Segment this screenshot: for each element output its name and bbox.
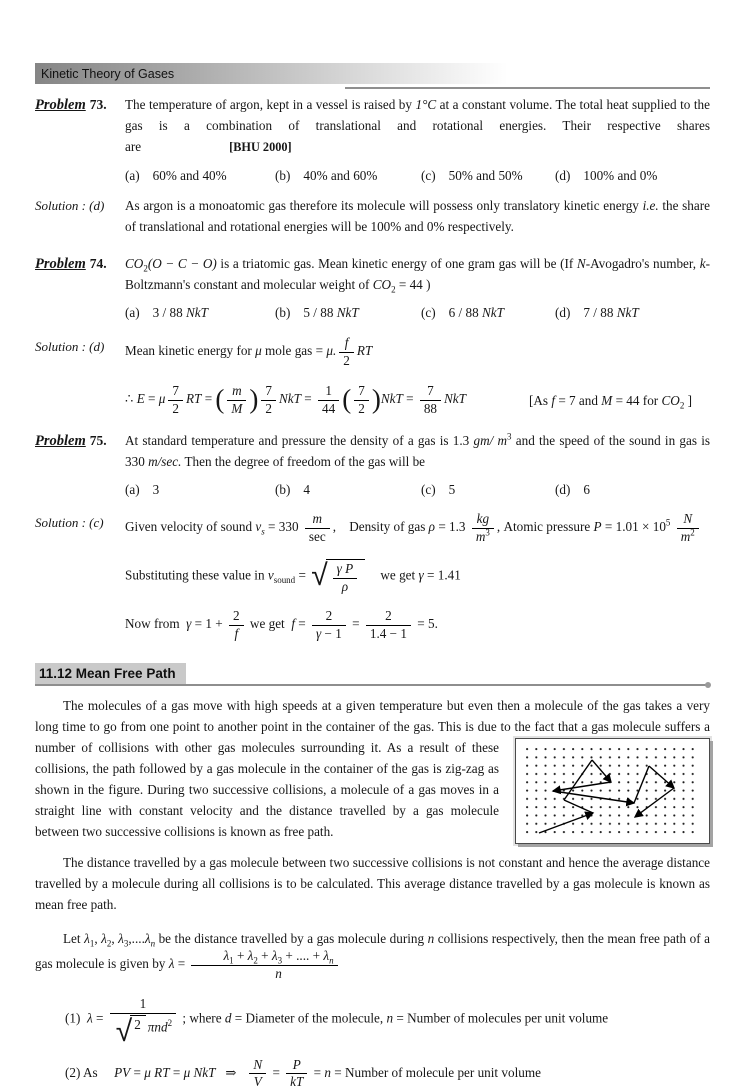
problem-word: Problem [35,97,86,113]
option-key: (b) [275,482,291,498]
option-text: 6 [583,482,590,498]
section-heading [35,663,710,686]
problem-73-solution: As argon is a monoatomic gas therefore its molecule will possess only translatory kinetic energy i.e. the share of translational and rotational energies will be 100% and 0% respectively. [125,198,710,234]
zigzag-molecular-path-figure [515,738,710,844]
option-text: 60% and 40% [152,168,227,183]
option-c [421,479,555,500]
option-key: (a) [125,305,140,320]
option-d [555,302,639,323]
option-key: (d) [555,168,571,183]
option-b [275,479,421,500]
paragraph-3: Let $\lambda_1$, $\lambda_2$, $\lambda_3,....\lambda_n$ be the distance travelled by a gas molecule during n collisions respectively, then the mean free path of a gas molecule is given by λ = $\frac{\lambda_1 + \lambda_2 + \lambda_3 + .... + \lambda_n}{n}$ [35,931,711,981]
problem-73-label [35,94,125,116]
option-text: 7 / 88 NkT [583,305,639,320]
option-text: 5 [448,482,456,498]
solution-label: Solution : (c) [35,515,104,531]
chapter-header-bar [35,63,710,84]
option-b [275,165,421,186]
solution-line: Mean kinetic energy for μ mole gas = μ. $\frac{f}{2}$ RT [125,335,373,368]
paragraph-text: The molecules of a gas move with high speeds at a given temperature but even then a molecule of the gas takes a very long time to go from one point to another point in the container of the gas. This is due to the fact that a gas molecule suffers a number [35,698,710,756]
option-text: 100% and 0% [583,168,658,183]
option-text: 3 [152,482,160,498]
definition-item-2: (2) As PV = μ RT = μ NkT ⇒ $\frac{N}{V}$ = $\frac{P}{kT}$ = n = Number of molecule per unit volume [65,1056,541,1090]
header-rule [345,87,710,89]
solution-line: Substituting these value in $v_{sound}$ = √ $\frac{\text{γ P}}{\rho}$ we get γ = 1.41 [125,558,461,594]
paragraph-1 [35,695,710,842]
section-rule-dot [705,682,711,688]
problem-number: 73. [89,97,107,112]
problem-74 [35,253,710,416]
solution-label: Solution : (d) [35,198,105,213]
option-key: (d) [555,482,571,498]
option-key: (d) [555,305,571,320]
option-key: (a) [125,168,140,183]
problem-74-options [125,302,710,323]
solution-equation-line [125,384,710,416]
option-d [555,165,657,186]
option-key: (c) [421,482,436,498]
option-c [421,302,555,323]
problem-75-question: At standard temperature and pressure the density of a gas is 1.3 gm/ $m^3$ and the speed of the sound in gas is 330 m/sec. Then the degree of freedom of the gas will be [125,431,711,470]
problem-word: Problem [35,433,86,450]
dot-grid [525,747,700,834]
problem-75 [35,430,710,641]
solution-line: Now from γ = 1 + $\frac{2}{f}$ we get f = $\frac{2}{\gamma - 1}$ = $\frac{2}{1.4 - 1}$ = 5. [125,608,438,641]
option-c [421,165,555,186]
option-d [555,479,590,500]
option-a [125,165,275,186]
problem-number: 75. [89,433,107,449]
option-key: (b) [275,168,291,183]
option-b [275,302,421,323]
section-mean-free-path [35,663,710,1090]
option-text: 6 / 88 NkT [448,305,504,320]
section-title: 11.12 Mean Free Path [35,663,186,684]
paragraph-2: The distance travelled by a gas molecule between two successive collisions is not constant and hence the average distance travelled by a molecule during all collisions is to be calculated. This average distance travelled by a gas molecule is known as mean free path. [35,855,710,913]
option-key: (a) [125,482,140,498]
option-key: (c) [421,305,436,320]
solution-line: Given velocity of sound $v_s = 330$ $\frac{m}{\sec}$ , Density of gas ρ = 1.3 $\frac{kg}{m^3}$ , Atomic pressure $P = 1.01 \times 10^5$ $\frac{N}{m^2}$ [125,512,710,544]
option-key: (c) [421,168,436,183]
option-text: 40% and 60% [303,168,378,183]
option-text: 50% and 50% [448,168,523,183]
option-a [125,479,275,500]
chapter-title: Kinetic Theory of Gases [41,67,175,81]
option-a [125,302,275,323]
problem-75-label [35,430,125,452]
problem-73 [35,94,710,237]
option-key: (b) [275,305,291,320]
option-text: 4 [303,482,310,498]
problem-73-options [125,165,710,186]
problem-74-question: $CO_2(O - C - O)$ is a triatomic gas. Mean kinetic energy of one gram gas will be (If N-Avogadro's number, k-Boltzmann's constant and molecular weight of $CO_2 = 44$ ) [125,256,710,295]
problem-74-label [35,253,125,275]
problem-73-question: The temperature of argon, kept in a vessel is raised by 1°C at a constant volume. The total heat supplied to the gas is a combination of translational and rotational energies. Their respective shares are [BHU 2000] [125,97,710,154]
solution-label: Solution : (d) [35,339,105,354]
equation-note: [As f = 7 and M = 44 for $CO_2$ ] [528,392,692,411]
option-text: 5 / 88 NkT [303,305,359,320]
problem-word: Problem [35,256,86,272]
problem-75-options [125,479,710,500]
option-text: 3 / 88 NkT [152,305,208,320]
equation: ∴ E = μ $\frac{7}{2}$ RT = ( $\frac{m}{M}$ ) $\frac{7}{2}$ NkT = $\frac{1}{44}$ ( $\frac{7}{2}$ )NkT = $\frac{7}{88}$ NkT [125,383,466,416]
problem-number: 74. [89,256,107,271]
definition-item-1: (1) λ = 1 √ 2 πnd$^2$ ; where d = Diameter of the molecule, n = Number of molecules per unit volume [65,996,609,1049]
paragraph-text: of collisions with other gas molecules surrounding it. As a result of these collisions, the path followed by a gas molecule in the container of the gas is zig-zag as shown in the figure. During two successive collisions, a molecule of a gas moves in a straight line with constant velocity and the distance travelled by a gas molecule between two successive collisions is known as free path. [35,740,499,840]
